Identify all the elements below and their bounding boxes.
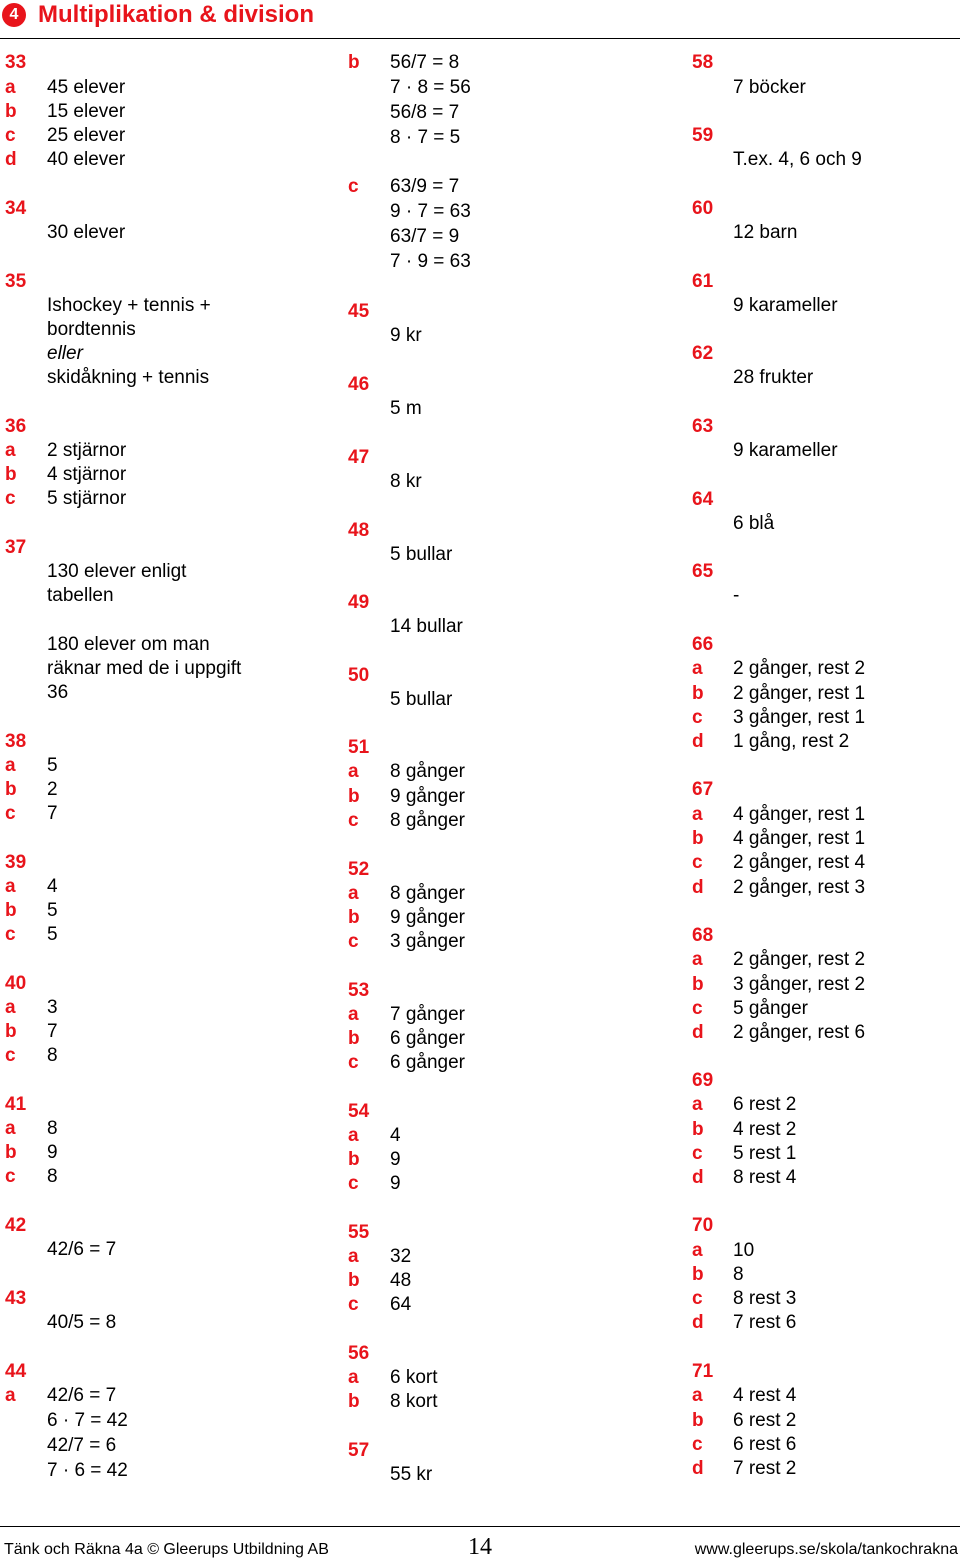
answer-text: 2 gånger, rest 2	[733, 949, 866, 970]
answer-text: 2 gånger, rest 6	[733, 1022, 866, 1043]
answer-text: 36	[47, 682, 69, 703]
answer-text: 9 gånger	[390, 786, 466, 807]
answer-text: 7 rest 2	[733, 1458, 797, 1479]
answer-text: 42/6 = 7	[47, 1385, 117, 1406]
answer-text: 8 kort	[390, 1391, 438, 1412]
answer-text: 9 · 7 = 63	[390, 201, 471, 222]
sub-letter: c	[692, 998, 703, 1019]
sub-letter: c	[5, 1045, 16, 1066]
sub-letter: c	[692, 852, 703, 873]
problem-number: 48	[348, 520, 370, 541]
answer-text: 130 elever enligt	[47, 561, 187, 582]
sub-letter: b	[348, 786, 360, 807]
sub-letter: b	[348, 1149, 360, 1170]
problem-number: 63	[692, 416, 714, 437]
sub-letter: c	[348, 931, 359, 952]
sub-letter: a	[692, 804, 703, 825]
answer-text: 7 · 8 = 56	[390, 77, 471, 98]
answer-text: T.ex. 4, 6 och 9	[733, 149, 862, 170]
answer-text: 4	[390, 1125, 401, 1146]
sub-letter: b	[692, 1410, 704, 1431]
answer-text: 2 gånger, rest 1	[733, 683, 866, 704]
sub-letter: c	[348, 810, 359, 831]
answer-text: 63/7 = 9	[390, 226, 460, 247]
answer-text: 56/8 = 7	[390, 102, 460, 123]
problem-number: 40	[5, 973, 27, 994]
answer-text: eller	[47, 343, 83, 364]
answer-text: 7 rest 6	[733, 1312, 797, 1333]
answer-text: 8 rest 4	[733, 1167, 797, 1188]
answer-text: 8 · 7 = 5	[390, 127, 461, 148]
problem-number: 51	[348, 737, 370, 758]
answer-text: 42/6 = 7	[47, 1239, 117, 1260]
sub-letter: c	[348, 1294, 359, 1315]
answer-text: 5 m	[390, 398, 422, 419]
problem-number: 41	[5, 1094, 27, 1115]
chapter-title: Multiplikation & division	[38, 1, 314, 28]
answer-text: 1 gång, rest 2	[733, 731, 850, 752]
answer-text: 2 gånger, rest 2	[733, 658, 866, 679]
sub-letter: b	[5, 464, 17, 485]
answer-text: 8 rest 3	[733, 1288, 797, 1309]
answer-text: 9	[390, 1149, 401, 1170]
answer-text: 9 karameller	[733, 440, 838, 461]
sub-letter: a	[692, 1385, 703, 1406]
answer-text: 5 rest 1	[733, 1143, 797, 1164]
sub-letter: a	[5, 1385, 16, 1406]
problem-number: 53	[348, 980, 370, 1001]
problem-number: 56	[348, 1343, 370, 1364]
answer-text: 4 gånger, rest 1	[733, 804, 866, 825]
answer-text: 6 kort	[390, 1367, 438, 1388]
answer-text: 8 gånger	[390, 810, 466, 831]
answer-text: räknar med de i uppgift	[47, 658, 242, 679]
answer-text: 8 gånger	[390, 761, 466, 782]
answer-text: 4 rest 4	[733, 1385, 797, 1406]
problem-number: 33	[5, 52, 27, 73]
sub-letter: b	[5, 900, 17, 921]
answer-text: 2	[47, 779, 58, 800]
problem-number: 50	[348, 665, 370, 686]
sub-letter: a	[5, 755, 16, 776]
problem-number: 60	[692, 198, 714, 219]
problem-number: 65	[692, 561, 714, 582]
problem-number: 58	[692, 52, 714, 73]
sub-letter: a	[5, 876, 16, 897]
sub-letter: c	[5, 803, 16, 824]
sub-letter: b	[348, 52, 360, 73]
sub-letter: a	[348, 883, 359, 904]
footer-copyright: Tänk och Räkna 4a © Gleerups Utbildning AB	[4, 1541, 329, 1558]
problem-number: 39	[5, 852, 27, 873]
sub-letter: a	[692, 658, 703, 679]
answer-text: 40/5 = 8	[47, 1312, 117, 1333]
answer-text: 12 barn	[733, 222, 798, 243]
problem-number: 43	[5, 1288, 27, 1309]
sub-letter: c	[5, 125, 16, 146]
answer-text: 7 · 9 = 63	[390, 251, 471, 272]
answer-text: 25 elever	[47, 125, 126, 146]
sub-letter: c	[692, 1143, 703, 1164]
answer-text: 6 rest 2	[733, 1094, 797, 1115]
sub-letter: c	[692, 707, 703, 728]
answer-text: 9	[390, 1173, 401, 1194]
sub-letter: b	[692, 1264, 704, 1285]
answer-text: 55 kr	[390, 1464, 433, 1485]
answer-text: 9 karameller	[733, 295, 838, 316]
problem-number: 37	[5, 537, 27, 558]
answer-text: bordtennis	[47, 319, 136, 340]
problem-number: 64	[692, 489, 714, 510]
sub-letter: c	[348, 176, 359, 197]
answer-text: 56/7 = 8	[390, 52, 460, 73]
problem-number: 38	[5, 731, 27, 752]
sub-letter: b	[348, 1270, 360, 1291]
sub-letter: a	[692, 1094, 703, 1115]
answer-text: 10	[733, 1240, 755, 1261]
answer-text: 6 blå	[733, 513, 775, 534]
sub-letter: b	[692, 683, 704, 704]
sub-letter: d	[692, 1312, 704, 1333]
sub-letter: d	[5, 149, 17, 170]
answer-text: 7	[47, 803, 58, 824]
answer-text: 14 bullar	[390, 616, 463, 637]
answer-text: skidåkning + tennis	[47, 367, 210, 388]
answer-text: 3 gånger, rest 1	[733, 707, 866, 728]
answer-text: 28 frukter	[733, 367, 814, 388]
chapter-header	[2, 0, 314, 30]
sub-letter: a	[692, 1240, 703, 1261]
problem-number: 35	[5, 271, 27, 292]
answer-text: 3 gånger, rest 2	[733, 974, 866, 995]
answer-text: 7 gånger	[390, 1004, 466, 1025]
answer-text: 9	[47, 1142, 58, 1163]
answer-text: 2 stjärnor	[47, 440, 127, 461]
answer-text: 63/9 = 7	[390, 176, 460, 197]
sub-letter: d	[692, 1458, 704, 1479]
answer-text: 48	[390, 1270, 412, 1291]
problem-number: 54	[348, 1101, 370, 1122]
problem-number: 36	[5, 416, 27, 437]
answer-text: 8	[47, 1166, 58, 1187]
answer-text: 5 gånger	[733, 998, 809, 1019]
answer-text: 6 gånger	[390, 1052, 466, 1073]
answer-text: 7 böcker	[733, 77, 806, 98]
answer-text: 8 gånger	[390, 883, 466, 904]
problem-number: 59	[692, 125, 714, 146]
answer-text: 32	[390, 1246, 412, 1267]
answer-text: 7 · 6 = 42	[47, 1460, 128, 1481]
answer-text: 4 rest 2	[733, 1119, 797, 1140]
answer-text: 8	[47, 1118, 58, 1139]
answer-text: 8	[47, 1045, 58, 1066]
answer-text: 9 gånger	[390, 907, 466, 928]
answer-text: 5	[47, 924, 58, 945]
sub-letter: d	[692, 1022, 704, 1043]
sub-letter: b	[348, 907, 360, 928]
problem-number: 71	[692, 1361, 714, 1382]
sub-letter: a	[348, 1367, 359, 1388]
answer-text: 6 · 7 = 42	[47, 1410, 128, 1431]
sub-letter: d	[692, 877, 704, 898]
answer-text: 180 elever om man	[47, 634, 210, 655]
answer-text: tabellen	[47, 585, 114, 606]
answer-text: 8	[733, 1264, 744, 1285]
sub-letter: a	[348, 1246, 359, 1267]
chapter-number-badge: 4	[2, 3, 26, 27]
sub-letter: d	[692, 1167, 704, 1188]
problem-number: 42	[5, 1215, 27, 1236]
answer-text: 2 gånger, rest 3	[733, 877, 866, 898]
problem-number: 46	[348, 374, 370, 395]
top-divider	[0, 38, 960, 39]
answer-text: 40 elever	[47, 149, 126, 170]
sub-letter: a	[5, 440, 16, 461]
problem-number: 55	[348, 1222, 370, 1243]
sub-letter: d	[692, 731, 704, 752]
answer-text: -	[733, 585, 740, 606]
bottom-divider	[0, 1526, 960, 1527]
answer-text: 7	[47, 1021, 58, 1042]
answer-text: Ishockey + tennis +	[47, 295, 211, 316]
sub-letter: a	[5, 1118, 16, 1139]
answer-text: 5 stjärnor	[47, 488, 127, 509]
answer-text: 64	[390, 1294, 412, 1315]
sub-letter: c	[692, 1288, 703, 1309]
footer-url[interactable]: www.gleerups.se/skola/tankochrakna	[694, 1541, 958, 1558]
sub-letter: a	[348, 1125, 359, 1146]
answer-text: 15 elever	[47, 101, 126, 122]
problem-number: 67	[692, 779, 714, 800]
answer-text: 6 gånger	[390, 1028, 466, 1049]
sub-letter: a	[348, 1004, 359, 1025]
answer-text: 8 kr	[390, 471, 422, 492]
problem-number: 70	[692, 1215, 714, 1236]
problem-number: 57	[348, 1440, 370, 1461]
answer-text: 4 gånger, rest 1	[733, 828, 866, 849]
sub-letter: b	[5, 1142, 17, 1163]
problem-number: 62	[692, 343, 714, 364]
answer-text: 5 bullar	[390, 689, 453, 710]
sub-letter: b	[5, 1021, 17, 1042]
problem-number: 69	[692, 1070, 714, 1091]
answer-text: 3	[47, 997, 58, 1018]
sub-letter: b	[348, 1028, 360, 1049]
sub-letter: a	[348, 761, 359, 782]
answer-text: 45 elever	[47, 77, 126, 98]
page-number: 14	[468, 1534, 492, 1560]
answer-text: 42/7 = 6	[47, 1435, 117, 1456]
answer-text: 3 gånger	[390, 931, 466, 952]
answer-text: 5	[47, 900, 58, 921]
sub-letter: c	[5, 488, 16, 509]
sub-letter: c	[348, 1173, 359, 1194]
problem-number: 66	[692, 634, 714, 655]
problem-number: 68	[692, 925, 714, 946]
answer-text: 2 gånger, rest 4	[733, 852, 866, 873]
sub-letter: c	[692, 1434, 703, 1455]
answer-text: 9 kr	[390, 325, 422, 346]
sub-letter: b	[5, 101, 17, 122]
problem-number: 61	[692, 271, 714, 292]
problem-number: 44	[5, 1361, 27, 1382]
answer-text: 30 elever	[47, 222, 126, 243]
sub-letter: a	[5, 997, 16, 1018]
answer-text: 5	[47, 755, 58, 776]
sub-letter: b	[692, 1119, 704, 1140]
sub-letter: a	[5, 77, 16, 98]
sub-letter: b	[5, 779, 17, 800]
sub-letter: b	[348, 1391, 360, 1412]
answer-text: 4 stjärnor	[47, 464, 127, 485]
sub-letter: c	[348, 1052, 359, 1073]
problem-number: 34	[5, 198, 27, 219]
sub-letter: c	[5, 924, 16, 945]
sub-letter: b	[692, 974, 704, 995]
problem-number: 49	[348, 592, 370, 613]
sub-letter: c	[5, 1166, 16, 1187]
sub-letter: a	[692, 949, 703, 970]
answer-text: 6 rest 6	[733, 1434, 797, 1455]
answer-text: 4	[47, 876, 58, 897]
problem-number: 45	[348, 301, 370, 322]
problem-number: 52	[348, 859, 370, 880]
answer-text: 5 bullar	[390, 544, 453, 565]
answer-text: 6 rest 2	[733, 1410, 797, 1431]
sub-letter: b	[692, 828, 704, 849]
problem-number: 47	[348, 447, 370, 468]
